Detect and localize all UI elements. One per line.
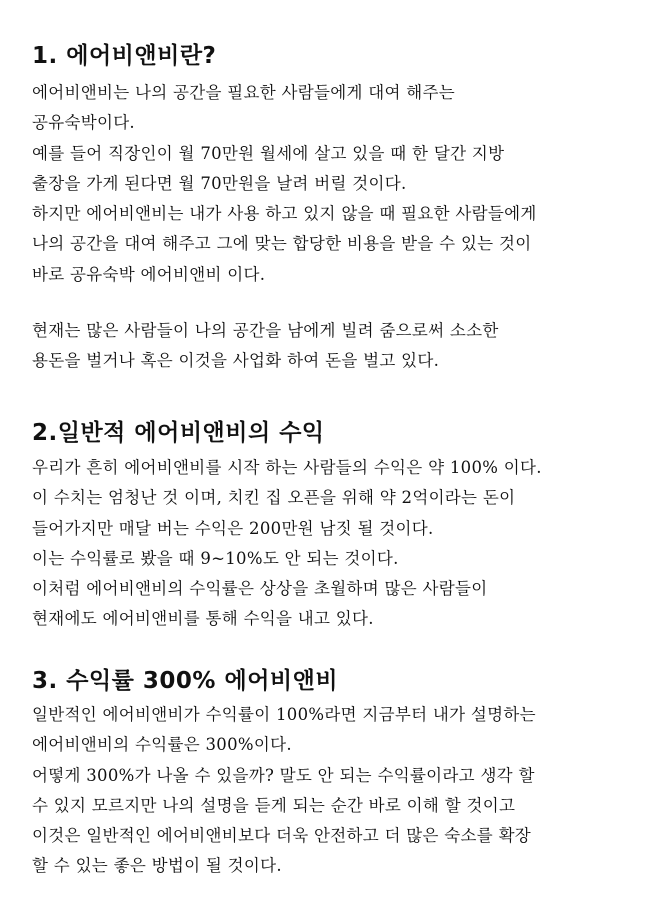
text-line: 하지만 에어비앤비는 내가 사용 하고 있지 않을 때 필요한 사람들에게 bbox=[32, 204, 537, 224]
text-line: 에어비앤비의 수익률은 300%이다. bbox=[32, 735, 292, 755]
text-line: 이는 수익률로 봤을 때 9~10%도 안 되는 것이다. bbox=[32, 548, 399, 568]
text-line: 공유숙박이다. bbox=[32, 113, 135, 133]
section-2-paragraph-1 bbox=[32, 453, 632, 635]
text-line: 일반적인 에어비앤비가 수익률이 100%라면 지금부터 내가 설명하는 bbox=[32, 705, 536, 724]
text-line: 할 수 있는 좋은 방법이 될 것이다. bbox=[32, 856, 282, 876]
section-3-paragraph-1 bbox=[32, 700, 632, 882]
text-line: 에어비앤비는 나의 공간을 필요한 사람들에게 대여 해주는 bbox=[32, 83, 456, 102]
text-line: 들어가지만 매달 버는 수익은 200만원 남짓 될 것이다. bbox=[32, 518, 434, 538]
text-line: 어떻게 300%가 나올 수 있을까? 말도 안 되는 수익률이라고 생각 할 bbox=[32, 765, 535, 785]
text-line: 수 있지 모르지만 나의 설명을 듣게 되는 순간 바로 이해 할 것이고 bbox=[32, 795, 516, 815]
section-2-heading: 2.일반적 에어비앤비의 수익 bbox=[32, 420, 325, 446]
text-line: 현재에도 에어비앤비를 통해 수익을 내고 있다. bbox=[32, 609, 374, 629]
text-line: 예를 들어 직장인이 월 70만원 월세에 살고 있을 때 한 달간 지방 bbox=[32, 143, 505, 163]
text-line: 용돈을 벌거나 혹은 이것을 사업화 하여 돈을 벌고 있다. bbox=[32, 351, 440, 371]
text-line: 우리가 흔히 에어비앤비를 시작 하는 사람들의 수익은 약 100% 이다. bbox=[32, 458, 542, 477]
text-line: 출장을 가게 된다면 월 70만원을 날려 버릴 것이다. bbox=[32, 173, 407, 193]
section-1-paragraph-2 bbox=[32, 316, 632, 377]
section-1-heading: 1. 에어비앤비란? bbox=[32, 43, 217, 69]
section-1-paragraph-1 bbox=[32, 78, 632, 290]
text-line: 이것은 일반적인 에어비앤비보다 더욱 안전하고 더 많은 숙소를 확장 bbox=[32, 826, 532, 846]
text-line: 이 수치는 엄청난 것 이며, 치킨 집 오픈을 위해 약 2억이라는 돈이 bbox=[32, 488, 516, 508]
section-3-heading: 3. 수익률 300% 에어비앤비 bbox=[32, 668, 339, 694]
text-line: 이처럼 에어비앤비의 수익률은 상상을 초월하며 많은 사람들이 bbox=[32, 579, 488, 599]
text-line: 바로 공유숙박 에어비앤비 이다. bbox=[32, 264, 266, 284]
text-line: 나의 공간을 대여 해주고 그에 맞는 합당한 비용을 받을 수 있는 것이 bbox=[32, 234, 532, 254]
text-line: 현재는 많은 사람들이 나의 공간을 남에게 빌려 줌으로써 소소한 bbox=[32, 321, 499, 340]
